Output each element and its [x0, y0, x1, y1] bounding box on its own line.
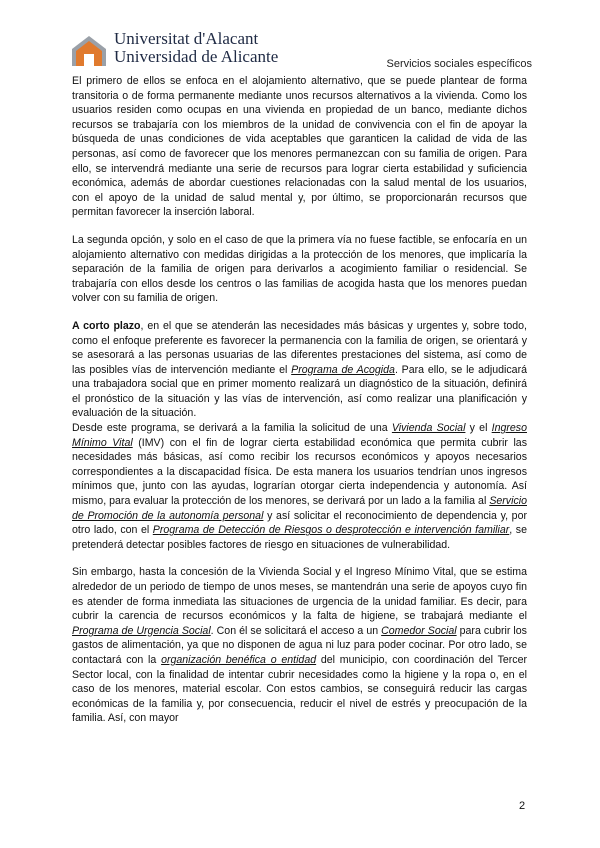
document-body	[72, 74, 527, 739]
paragraph-sin-embargo: Sin embargo, hasta la concesión de la Vivienda Social y el Ingreso Mínimo Vital, que se estima alrededor de un periodo de tiempo de unos meses, se mantendrán una serie de apoyos cuyo fin es atender de forma inmediata las situaciones de urgencia de la unidad familiar. Es decir, para cubrir la carencia de recursos económicos y la falta de higiene, se trabajará mediante el Programa de Urgencia Social. Con él se solicitará el acceso a un Comedor Social para cubrir los gastos de alimentación, ya que no disponen de agua ni luz para poder cocinar. Por otro lado, se contactará con la organización benéfica o entidad del municipio, con coordinación del Tercer Sector local, con la finalidad de intentar cubrir necesidades como la higiene y la ropa o, en el caso de los menores, material escolar. Con estos cambios, se conseguirá reducir las cargas económicas de la familia y, por consecuencia, reducir el nivel de estrés y preocupación de la familia. Así, con mayor	[72, 566, 527, 725]
university-name-ca: Universitat d'Alacant	[114, 29, 259, 48]
link-organizacion-benefica[interactable]: organización benéfica o entidad	[161, 653, 317, 666]
university-name	[114, 30, 278, 66]
link-deteccion-riesgos[interactable]: Programa de Detección de Riesgos o desprotección e intervención familiar	[152, 524, 510, 537]
link-urgencia-social[interactable]: Programa de Urgencia Social	[72, 624, 211, 637]
paragraph-alojamiento: El primero de ellos se enfoca en el alojamiento alternativo, que se puede plantear de forma transitoria o de forma permanente mediante unos recursos alternativos a la vivienda. Como los usuarios residen como ocupas en una vivienda en propiedad de un banco, mediante dichos recursos se trabajaría con los miembros de la unidad de convivencia con el fin de apoyar la búsqueda de unas condiciones de vida aceptables que garanticen la calidad de vida de las personas, así como de favorecer que los menores permanezcan con su familia de origen. Para ello, se intervendrá mediante una serie de recursos para lograr cierta estabilidad y suficiencia económica, además de abordar cuestiones relacionadas con la salud mental de los usuarios, con el apoyo de la unidad de salud mental y, por último, se proporcionarán recursos que permitan favorecer la inserción laboral.	[72, 75, 527, 219]
paragraph-derivacion: Desde este programa, se derivará a la familia la solicitud de una Vivienda Social y el Ingreso Mínimo Vital (IMV) con el fin de lograr cierta estabilidad económica que permita cubrir las necesidades más básicas, así como recibir los recursos económicos y apoyos necesarios correspondientes a la discapacidad física. De esta manera los usuarios tendrían unos ingresos mínimos que, junto con las ayudas, lograrían otorgar cierta independencia y autonomía. Así mismo, para evaluar la protección de los menores, se derivará por un lado a la familia al Servicio de Promoción de la autonomía personal y así solicitar el reconocimiento de dependencia y, por otro lado, con el Programa de Detección de Riesgos o desprotección e intervención familiar, se pretenderá detectar posibles factores de riesgo en situaciones de vulnerabilidad.	[72, 422, 527, 551]
link-promocion-autonomia[interactable]: Servicio de Promoción de la autonomía personal	[72, 495, 527, 522]
paragraph-corto-plazo: A corto plazo, en el que se atenderán las necesidades más básicas y urgentes y, sobre todo, como el enfoque preferente es favorecer la permanencia con la familia de origen, se orientará y se asesorará a las personas usuarias de las diferentes prestaciones del sistema, así como de las posibles vías de intervención mediante el Programa de Acogida. Para ello, se le adjudicará una trabajadora social que en primer momento realizará un diagnóstico de la situación, definirá el pronóstico de la situación y las vías de intervención, así como realizar una planificación y evaluación de la situación.	[72, 319, 528, 420]
link-ingreso-minimo-vital[interactable]: Ingreso Mínimo Vital	[72, 422, 527, 449]
university-logo-icon	[72, 36, 106, 66]
corto-plazo-heading: A corto plazo	[72, 319, 141, 332]
university-name-es: Universidad de Alicante	[114, 47, 279, 66]
paragraph-segunda-opcion: La segunda opción, y solo en el caso de que la primera vía no fuese factible, se enfocaría en un alojamiento alternativo con medidas dirigidas a la protección de los menores, que implicaría la separación de la familia de origen para derivarlos a acogimiento familiar o residencial. Se trabajaría con ellos desde los centros o las familias de acogida hasta que los menores puedan volver con su familia de origen.	[72, 233, 527, 305]
section-title: Servicios sociales específicos	[386, 58, 532, 70]
page-header	[72, 30, 532, 70]
link-vivienda-social[interactable]: Vivienda Social	[391, 422, 466, 435]
page-number: 2	[519, 800, 526, 812]
link-comedor-social[interactable]: Comedor Social	[381, 624, 457, 637]
link-programa-acogida[interactable]: Programa de Acogida	[291, 363, 395, 376]
